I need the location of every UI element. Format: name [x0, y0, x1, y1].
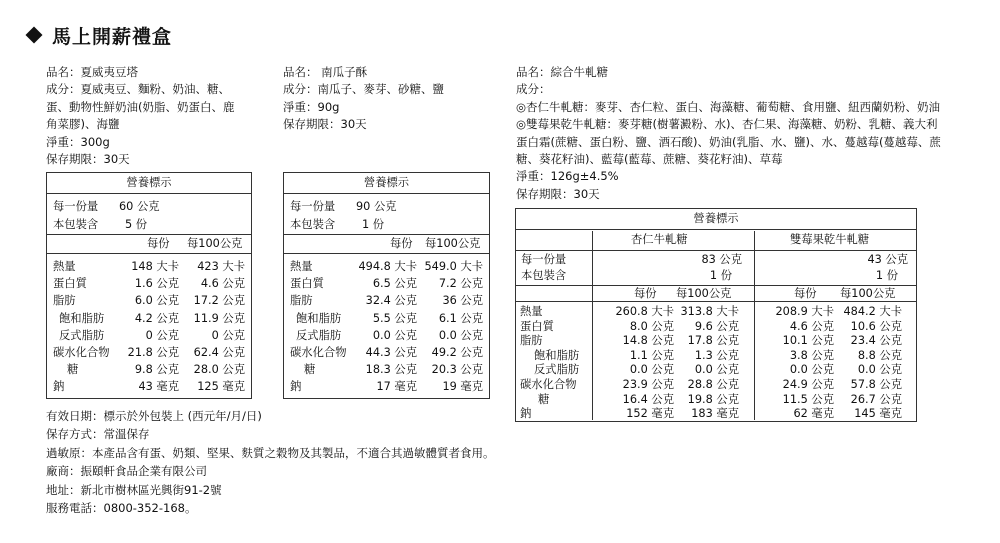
nutrient-per-serving-value: 44.3 公克	[365, 345, 417, 359]
page-title-text: 馬上開薪禮盒	[52, 26, 173, 48]
nutrient-row	[516, 334, 916, 349]
berry-per-100g-value: 10.6 公克	[850, 319, 902, 333]
product1-ingredients-3: 角菜膠)、海鹽	[46, 117, 120, 132]
nutrient-row	[47, 292, 251, 309]
nutrient-label: 糖	[538, 392, 550, 406]
berry-per-serving-value: 11.5 公克	[782, 392, 834, 406]
nutrient-label: 熱量	[290, 260, 313, 273]
servings-value: 5 份	[125, 218, 148, 231]
nutrition-table-2	[283, 172, 490, 399]
berry-per-100g-value: 484.2 大卡	[843, 305, 902, 318]
almond-servings: 1 份	[709, 269, 732, 282]
nutrient-per-100g-value: 19 毫克	[442, 380, 483, 394]
per-100g-header: 每100公克	[425, 237, 481, 250]
servings-label: 本包裝含	[290, 218, 336, 231]
berry-per-100g-value: 57.8 公克	[850, 377, 902, 391]
nutrient-label: 脂肪	[53, 294, 76, 308]
product2-weight: 淨重：90g	[283, 99, 340, 114]
product3-name: 品名：綜合牛軋糖	[516, 65, 608, 79]
nutrient-label: 鈉	[520, 407, 532, 421]
berry-per-serving-value: 3.8 公克	[789, 348, 834, 362]
nutrient-per-serving-value: 17 毫克	[376, 380, 417, 394]
product2-shelf-life: 保存期限：30天	[283, 117, 367, 132]
service-phone: 服務電話：0800-352-168。	[46, 501, 197, 516]
almond-per-100g-value: 183 毫克	[691, 407, 739, 421]
nutrient-row	[516, 363, 916, 378]
berry-per-100g-value: 23.4 公克	[850, 334, 902, 348]
nutrient-label: 蛋白質	[53, 277, 87, 291]
nutrient-per-serving-value: 148 大卡	[131, 260, 179, 273]
berry-per-serving-value: 0.0 公克	[789, 363, 834, 377]
nutrient-label: 蛋白質	[520, 319, 554, 333]
servings-value: 1 份	[362, 218, 385, 231]
nutrient-row	[47, 327, 251, 344]
nutrient-row	[516, 378, 916, 393]
nutrition-title: 營養標示	[47, 173, 251, 194]
berry-per-serving-value: 10.1 公克	[782, 334, 834, 348]
storage-method: 保存方式：常溫保存	[46, 427, 150, 442]
almond-per-100g-value: 0.0 公克	[694, 363, 739, 377]
almond-per-serving-value: 260.8 大卡	[615, 305, 674, 318]
address: 地址：新北市樹林區光興街91-2號	[46, 482, 222, 497]
nutrient-row	[516, 320, 916, 335]
nutrient-label: 飽和脂肪	[296, 311, 342, 325]
almond-per-serving-value: 1.1 公克	[629, 348, 674, 362]
nutrient-per-100g-value: 11.9 公克	[193, 311, 245, 325]
berry-per-serving-value: 208.9 大卡	[775, 305, 834, 318]
nutrient-per-100g-value: 6.1 公克	[438, 311, 483, 325]
nutrient-per-serving-value: 494.8 大卡	[358, 260, 417, 273]
nutrient-per-serving-value: 0 公克	[145, 328, 179, 342]
nutrient-per-100g-value: 49.2 公克	[431, 345, 483, 359]
nutrient-label: 鈉	[290, 380, 302, 394]
nutrient-per-serving-value: 32.4 公克	[365, 294, 417, 308]
berry-per-100g-header: 每100公克	[840, 287, 896, 300]
product3-item2-3: 糖、葵花籽油)、藍莓(藍莓、蔗糖、葵花籽油)、草莓	[516, 152, 783, 167]
nutrient-row	[516, 407, 916, 422]
product2-name: 品名： 南瓜子酥	[283, 65, 368, 79]
product2-info	[283, 64, 444, 134]
almond-per-serving-value: 8.0 公克	[629, 319, 674, 333]
nutrient-per-serving-value: 6.0 公克	[134, 294, 179, 308]
berry-per-100g-value: 145 毫克	[854, 407, 902, 421]
nutrient-per-serving-value: 18.3 公克	[365, 363, 417, 377]
nutrient-per-100g-value: 20.3 公克	[431, 363, 483, 377]
nutrient-row	[284, 378, 489, 395]
berry-per-100g-value: 8.8 公克	[857, 348, 902, 362]
almond-per-100g-value: 19.8 公克	[687, 392, 739, 406]
nutrient-per-100g-value: 28.0 公克	[193, 363, 245, 377]
berry-servings: 1 份	[875, 269, 898, 282]
nutrient-per-serving-value: 0.0 公克	[372, 328, 417, 342]
nutrient-label: 糖	[304, 363, 316, 377]
almond-serving-size: 83 公克	[701, 253, 742, 266]
servings-label: 本包裝含	[521, 269, 567, 282]
nutrient-per-serving-value: 9.8 公克	[134, 363, 179, 377]
product1-ingredients-2: 蛋、動物性鮮奶油(奶脂、奶蛋白、鹿	[46, 99, 235, 114]
product1-ingredients-1: 成分：夏威夷豆、麵粉、奶油、糖、	[46, 82, 230, 97]
berry-per-serving-header: 每份	[794, 287, 817, 300]
nutrient-row	[47, 310, 251, 327]
almond-per-100g-value: 1.3 公克	[694, 348, 739, 362]
nutrient-row	[47, 275, 251, 292]
product3-shelf-life: 保存期限：30天	[516, 186, 600, 201]
almond-per-serving-value: 0.0 公克	[629, 363, 674, 377]
nutrient-row	[284, 275, 489, 292]
product3-info	[516, 64, 941, 203]
serving-size-label: 每一份量	[53, 200, 99, 213]
allergen-notice: 過敏原：本產品含有蛋、奶類、堅果、麩質之穀物及其製品，不適合其過敏體質者食用。	[46, 445, 495, 460]
almond-per-100g-value: 9.6 公克	[694, 319, 739, 333]
nutrient-per-100g-value: 4.6 公克	[200, 277, 245, 291]
nutrient-row	[516, 305, 916, 320]
berry-per-100g-value: 0.0 公克	[857, 363, 902, 377]
page-title	[28, 22, 172, 49]
nutrient-label: 反式脂肪	[296, 328, 342, 342]
footer-info	[46, 407, 495, 517]
almond-per-100g-value: 313.8 大卡	[680, 305, 739, 318]
nutrient-label: 熱量	[53, 260, 76, 273]
almond-per-serving-value: 23.9 公克	[622, 377, 674, 391]
nutrient-per-100g-value: 0.0 公克	[438, 328, 483, 342]
nutrition-table-3	[515, 208, 917, 422]
nutrient-per-100g-value: 7.2 公克	[438, 277, 483, 291]
per-serving-header: 每份	[147, 237, 170, 250]
product1-shelf-life: 保存期限：30天	[46, 152, 130, 167]
nutrient-label: 鈉	[53, 380, 65, 394]
nutrient-per-serving-value: 1.6 公克	[134, 277, 179, 291]
serving-size-label: 每一份量	[521, 253, 567, 266]
berry-per-serving-value: 62 毫克	[793, 407, 834, 421]
product2-ingredients: 成分：南瓜子、麥芽、砂糖、鹽	[283, 82, 444, 97]
nutrient-row	[284, 344, 489, 361]
nutrient-per-serving-value: 6.5 公克	[372, 277, 417, 291]
nutrient-label: 反式脂肪	[534, 363, 580, 377]
diamond-bullet-icon	[26, 27, 43, 44]
nutrient-row	[284, 292, 489, 309]
nutrient-per-100g-value: 125 毫克	[197, 380, 245, 394]
almond-per-100g-value: 28.8 公克	[687, 377, 739, 391]
servings-label: 本包裝含	[53, 218, 99, 231]
serving-size-label: 每一份量	[290, 200, 336, 213]
product3-item1: ◎杏仁牛軋糖：麥芽、杏仁粒、蛋白、海藻糖、葡萄糖、食用鹽、紐西蘭奶粉、奶油	[516, 99, 941, 114]
berry-per-serving-value: 4.6 公克	[789, 319, 834, 333]
nutrient-row	[47, 378, 251, 395]
nutrient-label: 蛋白質	[290, 277, 324, 291]
almond-per-serving-value: 14.8 公克	[622, 334, 674, 348]
serving-size-value: 90 公克	[356, 200, 397, 213]
nutrient-per-100g-value: 0 公克	[211, 328, 245, 342]
nutrient-per-serving-value: 5.5 公克	[372, 311, 417, 325]
nutrition-title: 營養標示	[516, 209, 916, 230]
nutrient-label: 碳水化合物	[290, 345, 347, 359]
per-100g-header: 每100公克	[187, 237, 243, 250]
nutrient-row	[284, 310, 489, 327]
nutrient-row	[284, 361, 489, 378]
expiry-date: 有效日期：標示於外包裝上 (西元年/月/日)	[46, 409, 262, 423]
nutrient-per-serving-value: 4.2 公克	[134, 311, 179, 325]
nutrient-row	[516, 393, 916, 408]
nutrient-label: 熱量	[520, 305, 543, 318]
nutrient-per-serving-value: 43 毫克	[138, 380, 179, 394]
nutrient-label: 糖	[67, 363, 79, 377]
almond-column-header: 杏仁牛軋糖	[631, 233, 688, 246]
almond-per-serving-header: 每份	[634, 287, 657, 300]
nutrient-label: 飽和脂肪	[59, 311, 105, 325]
manufacturer: 廠商：振頤軒食品企業有限公司	[46, 464, 207, 479]
nutrient-per-serving-value: 21.8 公克	[127, 345, 179, 359]
nutrient-row	[516, 349, 916, 364]
product3-weight: 淨重：126g±4.5%	[516, 169, 619, 184]
product3-item2-2: 蛋白霜(蔗糖、蛋白粉、鹽、酒石酸)、奶油(乳脂、水、鹽)、水、蔓越莓(蔓越莓、蔗	[516, 134, 941, 149]
product1-info	[46, 64, 235, 168]
serving-size-value: 60 公克	[119, 200, 160, 213]
berry-per-serving-value: 24.9 公克	[782, 377, 834, 391]
almond-per-100g-value: 17.8 公克	[687, 334, 739, 348]
product3-item2-1: ◎雙莓果乾牛軋糖：麥芽糖(樹薯澱粉、水)、杏仁果、海藻糖、奶粉、乳糖、義大利	[516, 117, 938, 132]
almond-per-100g-header: 每100公克	[676, 287, 732, 300]
product1-name: 品名：夏威夷豆塔	[46, 65, 138, 79]
nutrition-title: 營養標示	[284, 173, 489, 194]
almond-per-serving-value: 152 毫克	[626, 407, 674, 421]
nutrient-per-100g-value: 62.4 公克	[193, 345, 245, 359]
nutrient-label: 脂肪	[520, 334, 543, 348]
nutrient-row	[284, 327, 489, 344]
nutrient-per-100g-value: 36 公克	[442, 294, 483, 308]
nutrient-per-100g-value: 549.0 大卡	[424, 260, 483, 273]
berry-column-header: 雙莓果乾牛軋糖	[790, 233, 870, 246]
nutrient-per-100g-value: 423 大卡	[197, 260, 245, 273]
nutrition-table-1	[46, 172, 252, 399]
per-serving-header: 每份	[390, 237, 413, 250]
nutrient-row	[284, 258, 489, 275]
nutrient-label: 碳水化合物	[53, 345, 110, 359]
product3-ingredients-label: 成分：	[516, 82, 551, 97]
nutrient-label: 反式脂肪	[59, 328, 105, 342]
nutrient-row	[47, 361, 251, 378]
nutrient-label: 脂肪	[290, 294, 313, 308]
nutrient-row	[47, 258, 251, 275]
product1-weight: 淨重：300g	[46, 134, 110, 149]
nutrient-label: 飽和脂肪	[534, 348, 580, 362]
berry-serving-size: 43 公克	[867, 253, 908, 266]
nutrient-per-100g-value: 17.2 公克	[193, 294, 245, 308]
almond-per-serving-value: 16.4 公克	[622, 392, 674, 406]
nutrient-label: 碳水化合物	[520, 377, 577, 391]
nutrient-row	[47, 344, 251, 361]
berry-per-100g-value: 26.7 公克	[850, 392, 902, 406]
